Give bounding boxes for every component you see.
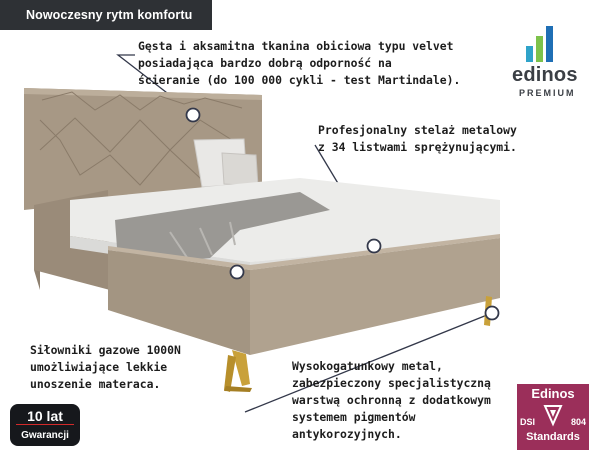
callout-gas-lifts	[30, 342, 181, 393]
callout-gas-lifts-line: Siłowniki gazowe 1000N	[30, 343, 181, 357]
header-title: Nowoczesny rytm komfortu	[0, 0, 212, 30]
standards-label: Standards	[526, 431, 580, 443]
callout-metal-line: Wysokogatunkowy metal,	[292, 359, 443, 373]
callout-metal-line: warstwą ochronną z dodatkowym	[292, 393, 491, 407]
callout-fabric-line: Gęsta i aksamitna tkanina obiciowa typu velvet	[138, 39, 454, 53]
standards-title: Edinos	[531, 386, 575, 401]
brand-tagline: PREMIUM	[519, 88, 576, 98]
callout-gas-lifts-line: unoszenie materaca.	[30, 377, 161, 391]
callout-fabric-line: ścieranie (do 100 000 cykli - test Martindale).	[138, 73, 461, 87]
standards-code: DSI	[520, 417, 536, 427]
callout-fabric	[138, 38, 460, 89]
callout-metal-line: zabezpieczony specjalistyczną	[292, 376, 491, 390]
callout-frame	[318, 122, 517, 156]
callout-metal-line: antykorozyjnych.	[292, 427, 402, 441]
warranty-label: Gwarancji	[21, 430, 69, 441]
callout-metal-line: systemem pigmentów	[292, 410, 416, 424]
brand-name: edinos	[512, 64, 578, 86]
standards-number: 804	[570, 417, 586, 427]
standards-badge	[517, 384, 589, 450]
warranty-badge	[10, 404, 80, 446]
callout-frame-line: z 34 listwami sprężynującymi.	[318, 140, 517, 154]
shield-icon	[543, 404, 563, 428]
warranty-years: 10 lat	[27, 408, 63, 424]
callout-gas-lifts-line: umożliwiające lekkie	[30, 360, 168, 374]
callout-metal	[292, 358, 491, 443]
callout-frame-line: Profesjonalny stelaż metalowy	[318, 123, 517, 137]
callout-fabric-line: posiadająca bardzo dobrą odporność na	[138, 56, 392, 70]
warranty-divider	[16, 424, 74, 425]
